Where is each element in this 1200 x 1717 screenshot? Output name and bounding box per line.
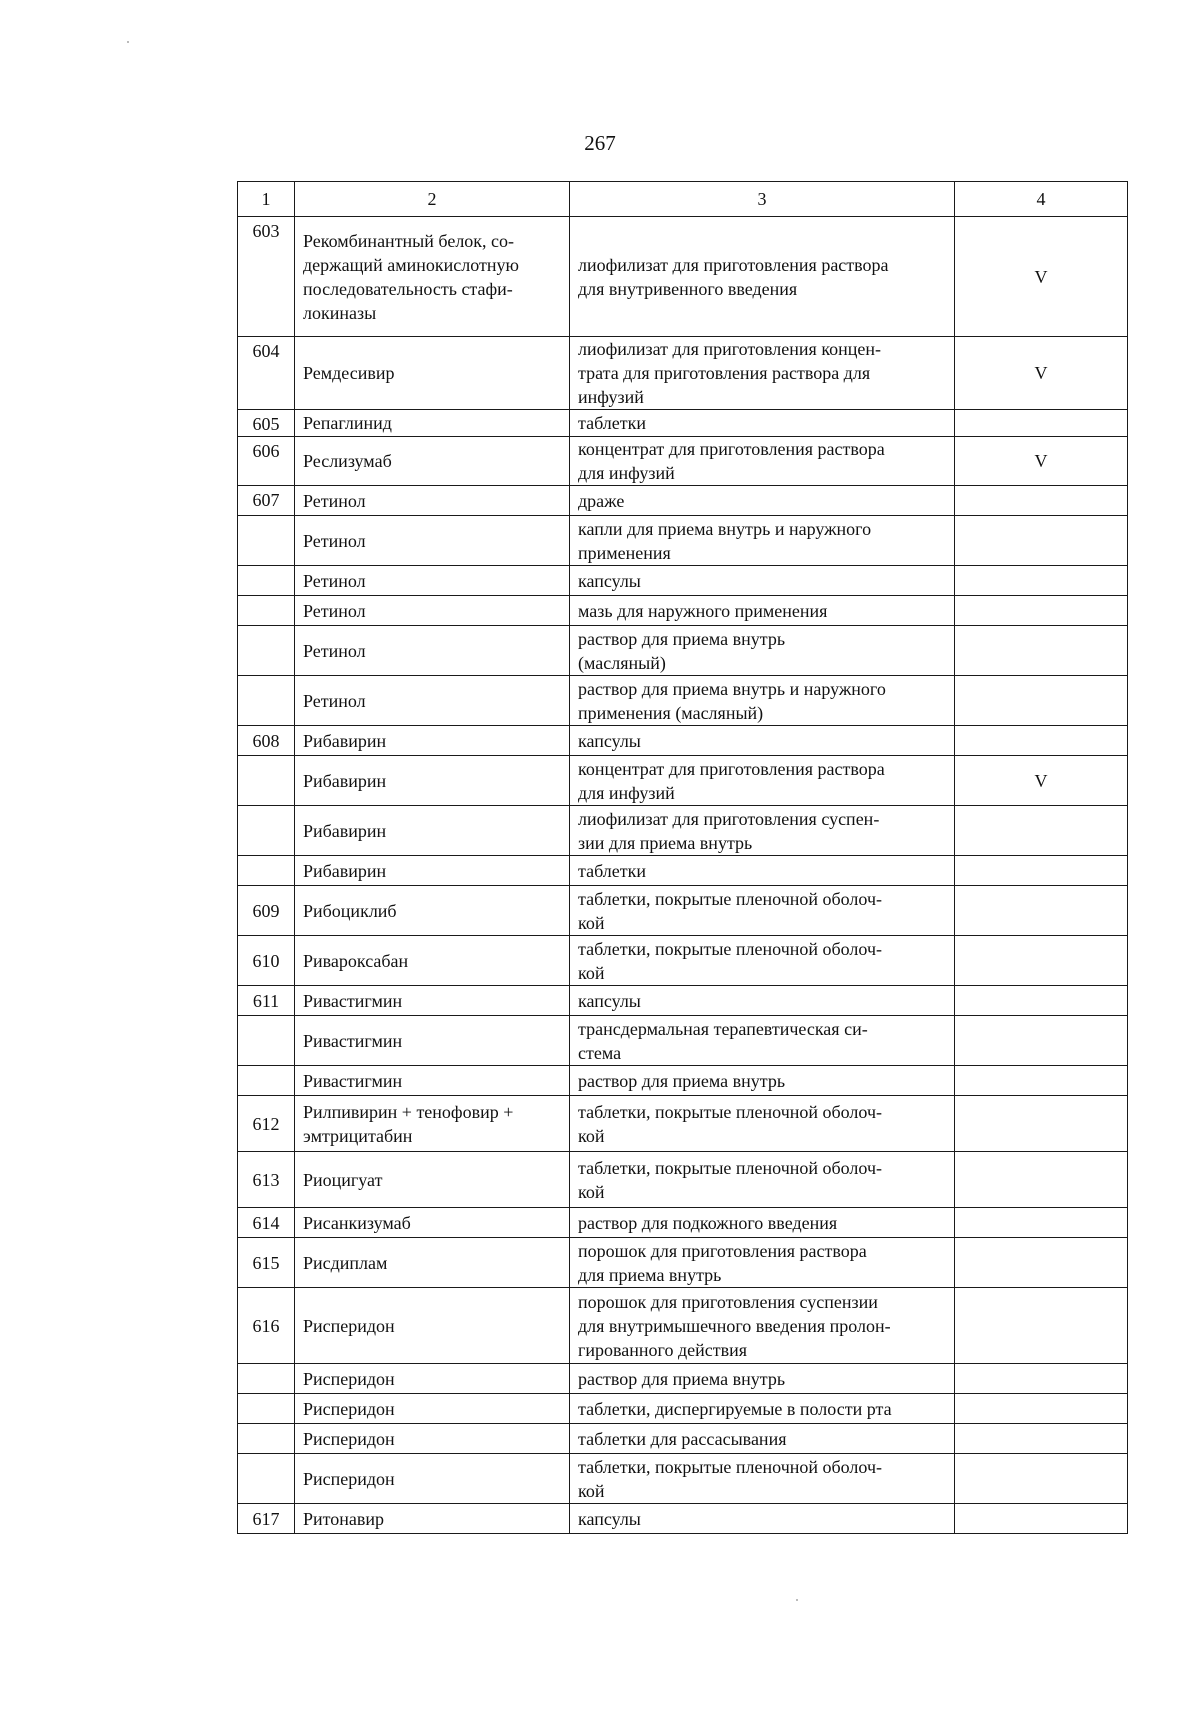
row-number [238,1424,295,1454]
drug-name: Рисперидон [295,1454,570,1504]
header-col-2: 2 [295,182,570,217]
drug-name: Рисперидон [295,1364,570,1394]
drug-name: Ривастигмин [295,1016,570,1066]
dosage-form: лиофилизат для приготовления раствора для внутривенного введения [570,217,955,337]
dosage-form: таблетки, покрытые пленочной оболоч- кой [570,886,955,936]
drug-name: Рисперидон [295,1394,570,1424]
row-number: 617 [238,1504,295,1534]
row-number: 616 [238,1288,295,1364]
drug-name: Репаглинид [295,410,570,437]
table-row [238,486,1128,516]
table-row [238,806,1128,856]
vital-mark [955,596,1128,626]
vital-mark [955,986,1128,1016]
dosage-form: капсулы [570,1504,955,1534]
drug-name: Рисдиплам [295,1238,570,1288]
table-row [238,1016,1128,1066]
vital-mark [955,1152,1128,1208]
row-number: 604 [238,337,295,410]
vital-mark [955,936,1128,986]
vital-mark [955,726,1128,756]
dosage-form: таблетки, покрытые пленочной оболоч- кой [570,936,955,986]
dosage-form: порошок для приготовления раствора для приема внутрь [570,1238,955,1288]
table-row [238,1504,1128,1534]
vital-mark [955,1424,1128,1454]
dosage-form: таблетки, покрытые пленочной оболоч- кой [570,1096,955,1152]
table-row [238,886,1128,936]
dosage-form: таблетки [570,410,955,437]
drug-name: Ривастигмин [295,986,570,1016]
table-row [238,437,1128,486]
dosage-form: раствор для подкожного введения [570,1208,955,1238]
header-col-4: 4 [955,182,1128,217]
dosage-form: драже [570,486,955,516]
vital-mark [955,486,1128,516]
table-row [238,1208,1128,1238]
dosage-form: порошок для приготовления суспензии для внутримышечного введения пролон- гированного действия [570,1288,955,1364]
vital-mark [955,1504,1128,1534]
dosage-form: раствор для приема внутрь и наружного применения (масляный) [570,676,955,726]
dosage-form: капсулы [570,726,955,756]
row-number: 615 [238,1238,295,1288]
table-header [238,182,1128,217]
table-row [238,1394,1128,1424]
table-row [238,986,1128,1016]
page-number: 267 [584,131,616,155]
drug-name: Рисанкизумаб [295,1208,570,1238]
dosage-form: концентрат для приготовления раствора для инфузий [570,437,955,486]
header-col-1: 1 [238,182,295,217]
dosage-form: раствор для приема внутрь [570,1364,955,1394]
row-number [238,1454,295,1504]
drug-name: Рибавирин [295,856,570,886]
row-number: 610 [238,936,295,986]
vital-mark: V [955,437,1128,486]
drug-name: Рекомбинантный белок, со- держащий аминокислотную последовательность стафи- локиназы [295,217,570,337]
dosage-form: раствор для приема внутрь (масляный) [570,626,955,676]
vital-mark [955,1364,1128,1394]
vital-mark [955,886,1128,936]
drug-name: Ремдесивир [295,337,570,410]
dosage-form: таблетки, диспергируемые в полости рта [570,1394,955,1424]
row-number: 608 [238,726,295,756]
table-row [238,1454,1128,1504]
row-number: 603 [238,217,295,337]
vital-mark [955,1096,1128,1152]
table-row [238,410,1128,437]
table-row [238,566,1128,596]
vital-mark [955,1288,1128,1364]
table-row [238,1424,1128,1454]
row-number [238,566,295,596]
vital-mark [955,806,1128,856]
vital-mark [955,516,1128,566]
vital-mark [955,1066,1128,1096]
header-col-3: 3 [570,182,955,217]
table-row [238,217,1128,337]
dosage-form: капли для приема внутрь и наружного применения [570,516,955,566]
drug-name: Ривастигмин [295,1066,570,1096]
dosage-form: таблетки, покрытые пленочной оболоч- кой [570,1454,955,1504]
drug-name: Ретинол [295,626,570,676]
table-row [238,337,1128,410]
vital-mark [955,676,1128,726]
vital-mark [955,856,1128,886]
table-row [238,626,1128,676]
vital-mark [955,566,1128,596]
drug-name: Рибавирин [295,726,570,756]
drug-name: Ретинол [295,596,570,626]
table-row [238,936,1128,986]
row-number [238,596,295,626]
table-row [238,756,1128,806]
drug-name: Рибавирин [295,806,570,856]
drug-name: Ритонавир [295,1504,570,1534]
row-number [238,1016,295,1066]
drug-name: Рисперидон [295,1288,570,1364]
vital-mark [955,1208,1128,1238]
vital-mark [955,1394,1128,1424]
row-number: 606 [238,437,295,486]
table-row [238,1238,1128,1288]
dosage-form: капсулы [570,566,955,596]
header-row [238,182,1128,217]
row-number: 613 [238,1152,295,1208]
drug-name: Ретинол [295,486,570,516]
row-number: 614 [238,1208,295,1238]
drug-name: Рилпивирин + тенофовир + эмтрицитабин [295,1096,570,1152]
drug-name: Реслизумаб [295,437,570,486]
row-number [238,856,295,886]
row-number [238,1364,295,1394]
drug-name: Риоцигуат [295,1152,570,1208]
table-row [238,1152,1128,1208]
vital-mark [955,1016,1128,1066]
row-number [238,756,295,806]
dosage-form: таблетки, покрытые пленочной оболоч- кой [570,1152,955,1208]
row-number: 609 [238,886,295,936]
dosage-form: таблетки для рассасывания [570,1424,955,1454]
table-row [238,1096,1128,1152]
drug-name: Ретинол [295,676,570,726]
row-number [238,626,295,676]
table-body [238,217,1128,1534]
vital-mark: V [955,756,1128,806]
table-row [238,1066,1128,1096]
vital-mark [955,410,1128,437]
dosage-form: лиофилизат для приготовления суспен- зии для приема внутрь [570,806,955,856]
drug-name: Ривароксабан [295,936,570,986]
vital-mark [955,1238,1128,1288]
table-row [238,596,1128,626]
scan-artifact [796,1599,798,1601]
drug-name: Рисперидон [295,1424,570,1454]
vital-mark [955,626,1128,676]
row-number: 607 [238,486,295,516]
dosage-form: таблетки [570,856,955,886]
table-row [238,1364,1128,1394]
scan-artifact [127,41,129,43]
table-row [238,516,1128,566]
row-number: 612 [238,1096,295,1152]
row-number [238,676,295,726]
dosage-form: мазь для наружного применения [570,596,955,626]
dosage-form: концентрат для приготовления раствора для инфузий [570,756,955,806]
table-row [238,1288,1128,1364]
vital-mark: V [955,337,1128,410]
dosage-form: капсулы [570,986,955,1016]
table-row [238,856,1128,886]
drug-name: Рибоциклиб [295,886,570,936]
row-number: 605 [238,410,295,437]
row-number [238,806,295,856]
vital-mark: V [955,217,1128,337]
row-number [238,516,295,566]
dosage-form: лиофилизат для приготовления концен- трата для приготовления раствора для инфузий [570,337,955,410]
drug-name: Ретинол [295,566,570,596]
drug-name: Ретинол [295,516,570,566]
drug-table [237,181,1128,1534]
vital-mark [955,1454,1128,1504]
table-row [238,726,1128,756]
dosage-form: трансдермальная терапевтическая си- стема [570,1016,955,1066]
dosage-form: раствор для приема внутрь [570,1066,955,1096]
row-number [238,1066,295,1096]
table-row [238,676,1128,726]
row-number: 611 [238,986,295,1016]
row-number [238,1394,295,1424]
drug-name: Рибавирин [295,756,570,806]
